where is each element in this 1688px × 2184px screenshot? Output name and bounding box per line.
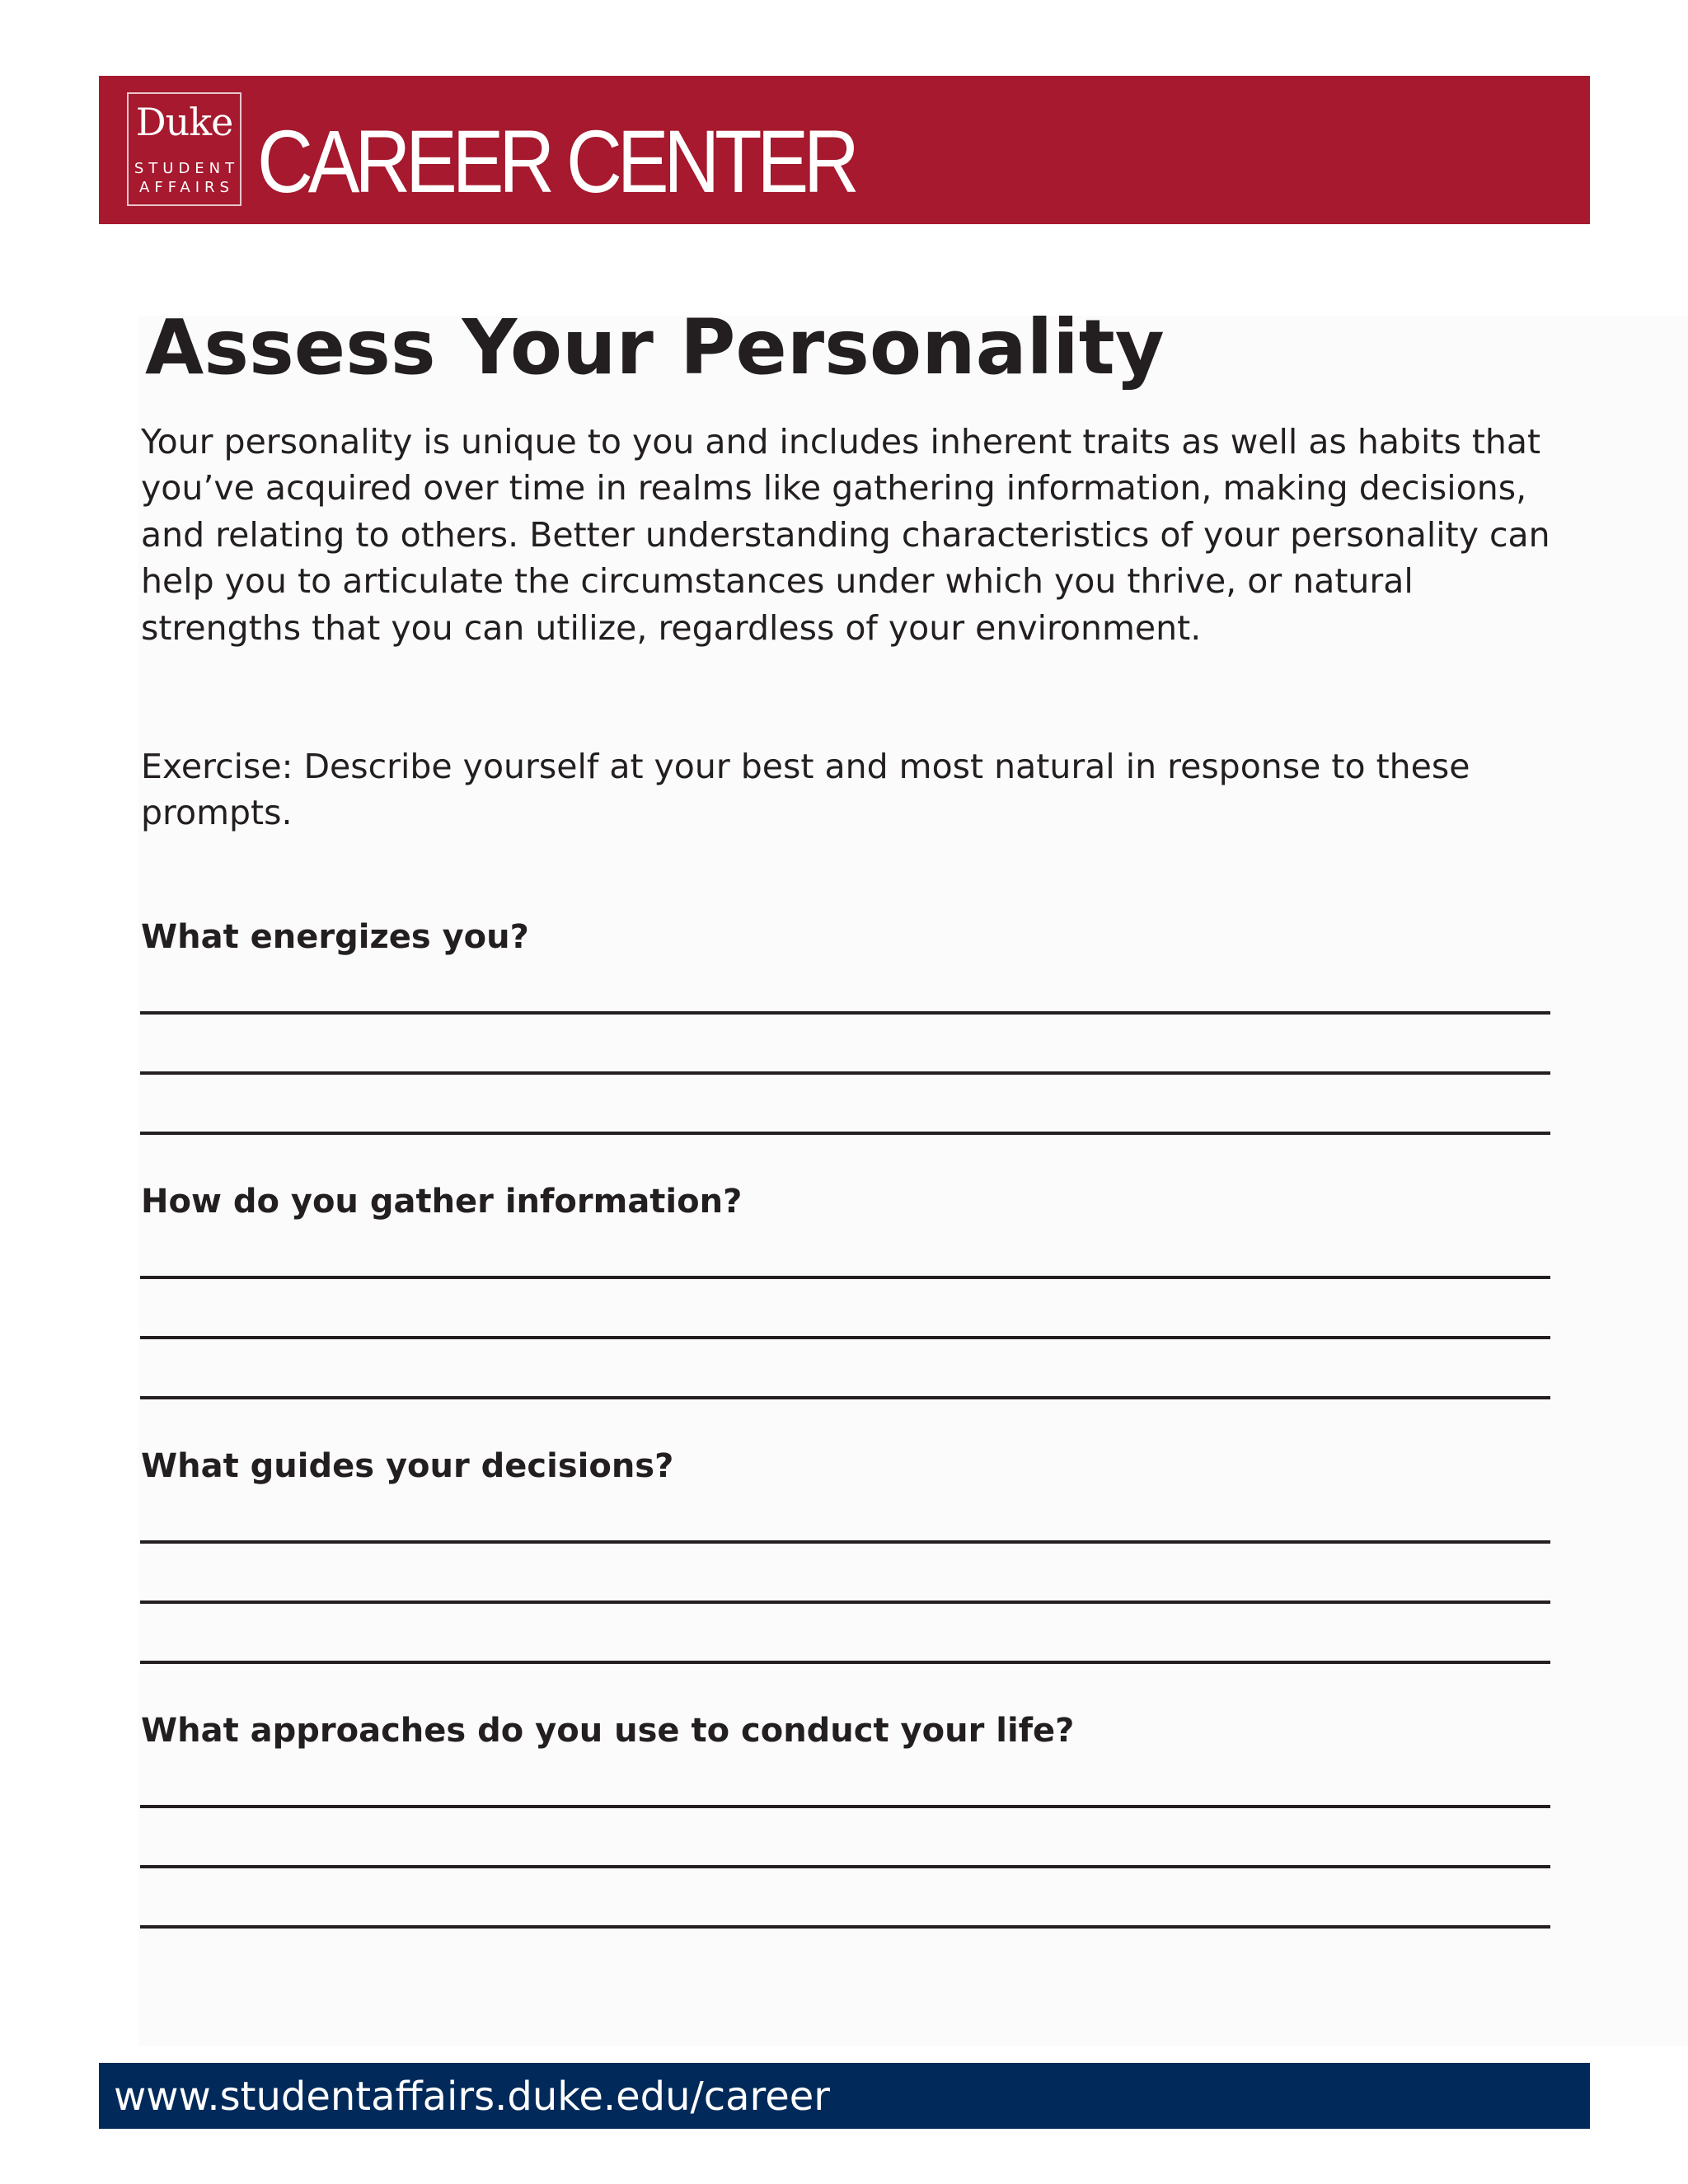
question-energizes: What energizes you?	[141, 918, 529, 956]
answer-line[interactable]	[140, 1011, 1550, 1015]
answer-line[interactable]	[140, 1132, 1550, 1135]
intro-paragraph: Your personality is unique to you and includes inherent traits as well as habits that you’ve acquired over time in realms like gathering information, making decisions, and relating to others. Better understanding characteristics of your personality can help you to articulate the circumstances under which you thrive, or natural strengths that you can utilize, regardless of your environment.	[141, 422, 1550, 648]
logo-duke-wordmark: Duke	[135, 100, 233, 144]
answer-line[interactable]	[140, 1661, 1550, 1664]
answer-line[interactable]	[140, 1396, 1550, 1399]
question-gather-information: How do you gather information?	[141, 1183, 743, 1221]
logo-student-text: STUDENT	[134, 160, 240, 177]
answer-line[interactable]	[140, 1865, 1550, 1868]
duke-student-affairs-logo	[127, 92, 241, 206]
page-title: Assess Your Personality	[145, 303, 1165, 391]
exercise-instructions: Exercise: Describe yourself at your best and most natural in response to these prompts.	[141, 747, 1470, 833]
answer-line[interactable]	[140, 1805, 1550, 1808]
question-conduct-life: What approaches do you use to conduct your life?	[141, 1712, 1075, 1750]
answer-line[interactable]	[140, 1540, 1550, 1544]
logo-affairs-text: AFFAIRS	[139, 179, 234, 196]
question-guides-decisions: What guides your decisions?	[141, 1447, 674, 1485]
career-center-title: CAREER CENTER	[257, 111, 855, 211]
answer-line[interactable]	[140, 1276, 1550, 1279]
answer-line[interactable]	[140, 1336, 1550, 1339]
answer-line[interactable]	[140, 1601, 1550, 1604]
answer-line[interactable]	[140, 1925, 1550, 1929]
footer-url-link[interactable]: www.studentaffairs.duke.edu/career	[114, 2074, 830, 2120]
answer-line[interactable]	[140, 1071, 1550, 1075]
